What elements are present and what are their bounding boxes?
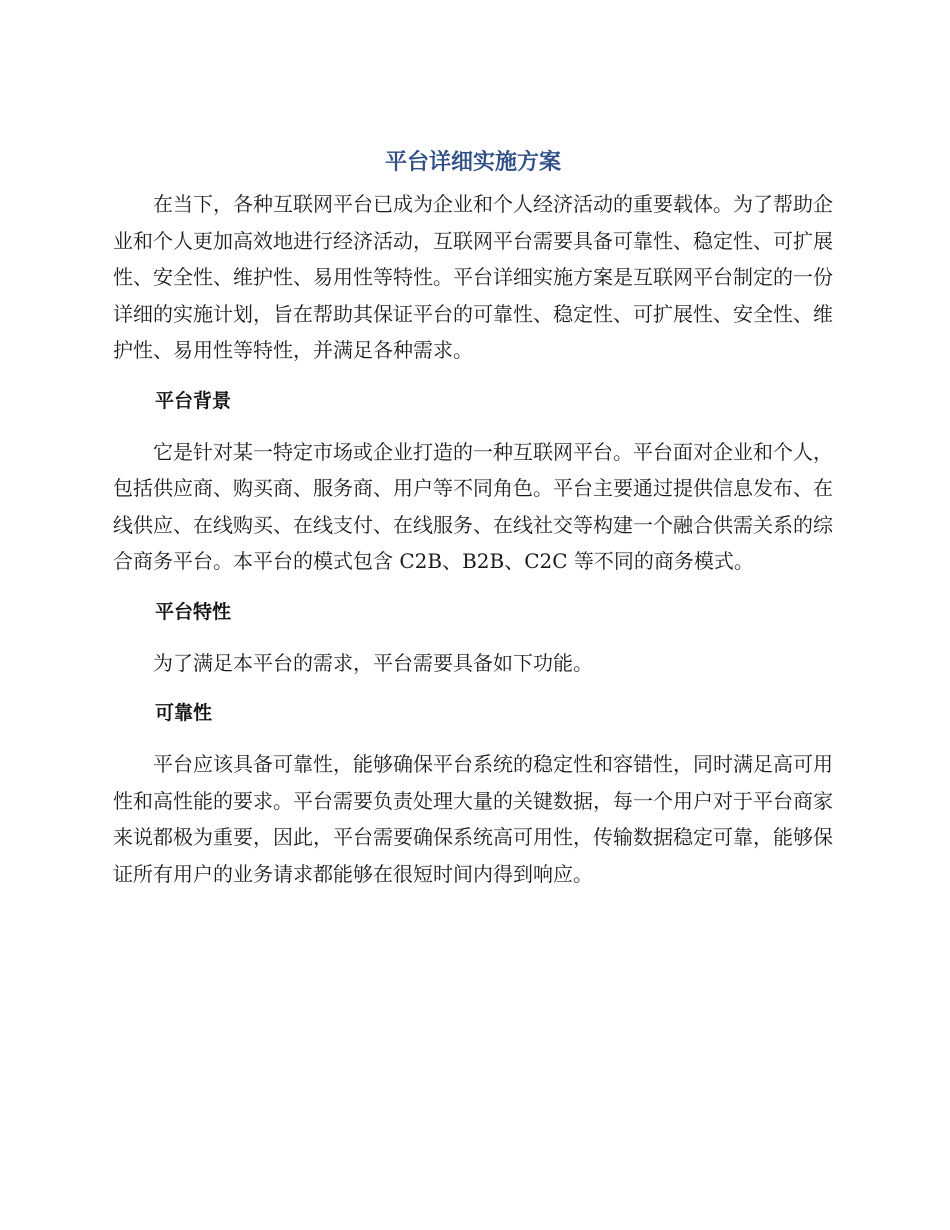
section-heading-background: 平台背景: [155, 389, 232, 412]
section-heading-reliability: 可靠性: [155, 702, 213, 724]
section-heading-features: 平台特性: [155, 600, 232, 623]
section-body-reliability: 平台应该具备可靠性，能够确保平台系统的稳定性和容错性，同时满足高可用性和高性能的要求。平台需要负责处理大量的关键数据，每一个用户对于平台商家来说都极为重要，因此，平台需要确保系统高可用性，传输数据稳定可靠，能够保证所有用户的业务请求都能够在很短时间内得到响应。: [113, 752, 833, 886]
document-title: 平台详细实施方案: [384, 150, 561, 175]
intro-paragraph: 在当下，各种互联网平台已成为企业和个人经济活动的重要载体。为了帮助企业和个人更加高效地进行经济活动，互联网平台需要具备可靠性、稳定性、可扩展性、安全性、维护性、易用性等特性。平台详细实施方案是互联网平台制定的一份详细的实施计划，旨在帮助其保证平台的可靠性、稳定性、可扩展性、安全性、维护性、易用性等特性，并满足各种需求。: [113, 192, 833, 362]
section-body-features: 为了满足本平台的需求，平台需要具备如下功能。: [153, 650, 593, 675]
section-body-background: 它是针对某一特定市场或企业打造的一种互联网平台。平台面对企业和个人，包括供应商、购买商、服务商、用户等不同角色。平台主要通过提供信息发布、在线供应、在线购买、在线支付、在线服务、在线社交等构建一个融合供需关系的综合商务平台。本平台的模式包含 C2B、B2B、C2C 等不同的商务模式。: [113, 439, 833, 573]
document-content: [113, 146, 833, 892]
